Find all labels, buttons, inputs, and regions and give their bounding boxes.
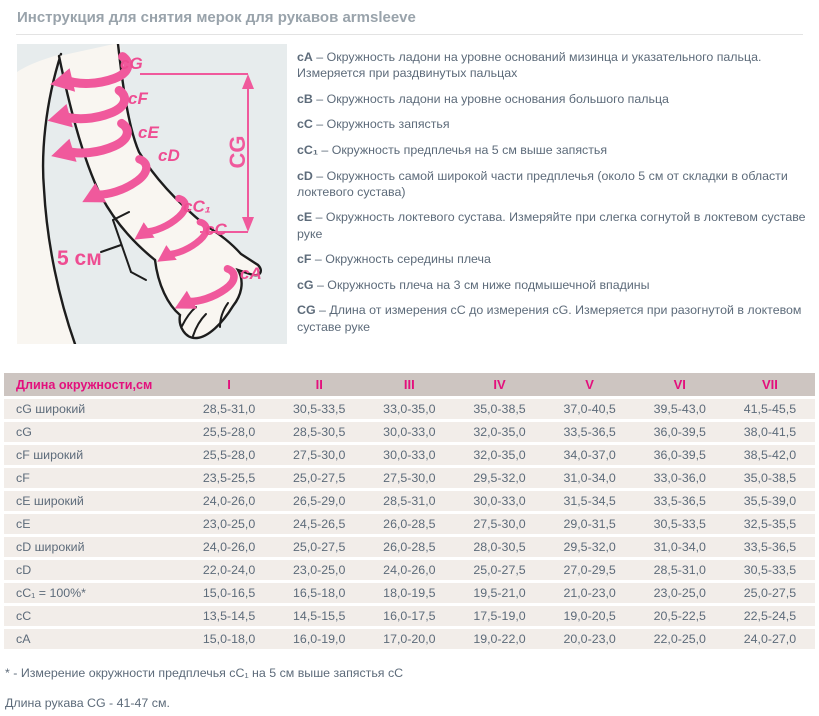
measurement-term: cG (297, 277, 314, 292)
measurement-description: cA – Окружность ладони на уровне оснований мизинца и указательного пальца. Измеряется при раздвинутых пальцах (297, 50, 762, 81)
row-value: 20,5-22,5 (635, 606, 725, 626)
row-value: 30,0-33,0 (364, 422, 454, 442)
row-label: cD (4, 560, 184, 580)
row-label: cD широкий (4, 537, 184, 557)
table-row (4, 445, 815, 465)
row-value: 17,0-20,0 (364, 629, 454, 649)
column-header-size-VII: VII (725, 373, 815, 396)
table-row (4, 560, 815, 580)
row-value: 32,0-35,0 (454, 445, 544, 465)
row-value: 22,0-25,0 (635, 629, 725, 649)
row-value: 35,5-39,0 (725, 491, 815, 511)
row-value: 28,5-31,0 (184, 399, 274, 419)
row-value: 36,0-39,5 (635, 445, 725, 465)
row-value: 16,5-18,0 (274, 583, 364, 603)
arm-measurement-figure (17, 44, 287, 344)
measurement-description: cB – Окружность ладони на уровне основания большого пальца (297, 91, 669, 106)
measurement-description: cC – Окружность запястья (297, 117, 450, 132)
arm-illustration (17, 44, 287, 344)
row-value: 23,5-25,5 (184, 468, 274, 488)
row-value: 29,0-31,5 (545, 514, 635, 534)
content-area (0, 35, 819, 344)
table-row (4, 399, 815, 419)
row-label: cC₁ = 100%* (4, 583, 184, 603)
measurement-term: cA (297, 50, 313, 64)
size-table-head-row (4, 373, 815, 396)
row-label: cE (4, 514, 184, 534)
measurement-descriptions (287, 44, 811, 344)
row-value: 37,0-40,5 (545, 399, 635, 419)
cg-length-label: CG (225, 135, 250, 169)
row-value: 19,0-20,5 (545, 606, 635, 626)
row-value: 19,0-22,0 (454, 629, 544, 649)
row-value: 28,5-31,0 (635, 560, 725, 580)
row-value: 30,5-33,5 (635, 514, 725, 534)
row-value: 17,5-19,0 (454, 606, 544, 626)
row-value: 25,0-27,5 (274, 468, 364, 488)
column-header-size-I: I (184, 373, 274, 396)
row-value: 26,0-28,5 (364, 514, 454, 534)
row-value: 24,0-26,0 (364, 560, 454, 580)
row-value: 30,5-33,5 (725, 560, 815, 580)
table-row (4, 606, 815, 626)
row-value: 28,5-30,5 (274, 422, 364, 442)
row-label: cA (4, 629, 184, 649)
row-value: 33,0-35,0 (364, 399, 454, 419)
row-value: 28,0-30,5 (454, 537, 544, 557)
size-table-body (4, 399, 815, 649)
measurement-term: cC₁ (297, 143, 318, 157)
row-value: 16,0-17,5 (364, 606, 454, 626)
row-value: 25,0-27,5 (454, 560, 544, 580)
measurement-description: cD – Окружность самой широкой части предплечья (около 5 см от складки в области локтевого сустава) (297, 168, 788, 199)
measurement-description: cG – Окружность плеча на 3 см ниже подмышечной впадины (297, 277, 650, 292)
row-value: 15,0-18,0 (184, 629, 274, 649)
row-label: cG широкий (4, 399, 184, 419)
row-value: 23,0-25,0 (184, 514, 274, 534)
row-value: 24,5-26,5 (274, 514, 364, 534)
band-label-cd: cD (158, 146, 180, 165)
row-value: 26,5-29,0 (274, 491, 364, 511)
measurement-description: cE – Окружность локтевого сустава. Измеряйте при слегка согнутой в локтевом суставе руке (297, 210, 806, 241)
column-header-measure: Длина окружности,см (4, 373, 184, 396)
row-value: 32,0-35,0 (454, 422, 544, 442)
row-value: 29,5-32,0 (454, 468, 544, 488)
column-header-size-III: III (364, 373, 454, 396)
band-label-cc1: cC₁ (183, 197, 211, 216)
measurement-term: cD (297, 168, 313, 183)
row-value: 22,0-24,0 (184, 560, 274, 580)
table-row (4, 537, 815, 557)
row-value: 32,5-35,5 (725, 514, 815, 534)
row-label: cG (4, 422, 184, 442)
row-value: 16,0-19,0 (274, 629, 364, 649)
column-header-size-IV: IV (454, 373, 544, 396)
measurement-term: cB (297, 91, 313, 106)
row-value: 25,0-27,5 (274, 537, 364, 557)
row-value: 27,5-30,0 (364, 468, 454, 488)
measurement-term: cC (297, 117, 313, 132)
measurement-description: cF – Окружность середины плеча (297, 252, 491, 267)
row-value: 33,0-36,0 (635, 468, 725, 488)
row-value: 25,5-28,0 (184, 445, 274, 465)
row-value: 41,5-45,5 (725, 399, 815, 419)
row-value: 38,0-41,5 (725, 422, 815, 442)
row-value: 21,0-23,0 (545, 583, 635, 603)
band-label-cc: cC (205, 220, 227, 239)
row-value: 14,5-15,5 (274, 606, 364, 626)
row-value: 23,0-25,0 (274, 560, 364, 580)
row-value: 27,5-30,0 (454, 514, 544, 534)
column-header-size-II: II (274, 373, 364, 396)
row-value: 31,0-34,0 (635, 537, 725, 557)
row-value: 22,5-24,5 (725, 606, 815, 626)
row-value: 25,5-28,0 (184, 422, 274, 442)
row-value: 27,0-29,5 (545, 560, 635, 580)
column-header-size-V: V (545, 373, 635, 396)
measurement-term: CG (297, 303, 316, 318)
row-value: 29,5-32,0 (545, 537, 635, 557)
measurement-term: cE (297, 210, 313, 225)
column-header-size-VI: VI (635, 373, 725, 396)
row-label: cE широкий (4, 491, 184, 511)
row-value: 13,5-14,5 (184, 606, 274, 626)
row-value: 31,0-34,0 (545, 468, 635, 488)
row-value: 34,0-37,0 (545, 445, 635, 465)
row-value: 33,5-36,5 (635, 491, 725, 511)
row-value: 19,5-21,0 (454, 583, 544, 603)
band-label-ca: cA (240, 264, 262, 283)
row-value: 33,5-36,5 (545, 422, 635, 442)
row-value: 36,0-39,5 (635, 422, 725, 442)
row-value: 24,0-27,0 (725, 629, 815, 649)
table-row (4, 422, 815, 442)
row-value: 26,0-28,5 (364, 537, 454, 557)
table-row (4, 468, 815, 488)
row-label: cF (4, 468, 184, 488)
row-value: 30,0-33,0 (454, 491, 544, 511)
row-value: 30,0-33,0 (364, 445, 454, 465)
footnote-asterisk: * - Измерение окружности предплечья сС₁ на 5 см выше запястья сС (5, 666, 404, 681)
row-label: cC (4, 606, 184, 626)
row-value: 35,0-38,5 (454, 399, 544, 419)
row-value: 25,0-27,5 (725, 583, 815, 603)
table-row (4, 583, 815, 603)
five-cm-label: 5 см (57, 247, 102, 270)
row-value: 18,0-19,5 (364, 583, 454, 603)
band-label-cg: cG (120, 54, 143, 73)
footnote-sleeve-length: Длина рукава CG - 41-47 см. (5, 696, 170, 711)
row-value: 33,5-36,5 (725, 537, 815, 557)
row-label: cF широкий (4, 445, 184, 465)
size-table (4, 370, 815, 652)
row-value: 15,0-16,5 (184, 583, 274, 603)
row-value: 27,5-30,0 (274, 445, 364, 465)
band-label-cf: cF (128, 89, 148, 108)
row-value: 31,5-34,5 (545, 491, 635, 511)
measurement-term: cF (297, 252, 312, 267)
measurement-description: cC₁ – Окружность предплечья на 5 см выше запястья (297, 143, 608, 157)
row-value: 38,5-42,0 (725, 445, 815, 465)
row-value: 35,0-38,5 (725, 468, 815, 488)
row-value: 30,5-33,5 (274, 399, 364, 419)
row-value: 39,5-43,0 (635, 399, 725, 419)
row-value: 20,0-23,0 (545, 629, 635, 649)
row-value: 24,0-26,0 (184, 537, 274, 557)
row-value: 28,5-31,0 (364, 491, 454, 511)
row-value: 23,0-25,0 (635, 583, 725, 603)
footnotes (5, 666, 815, 710)
table-row (4, 491, 815, 511)
table-row (4, 514, 815, 534)
row-value: 24,0-26,0 (184, 491, 274, 511)
band-label-ce: cE (138, 123, 159, 142)
measurement-description: CG – Длина от измерения сС до измерения сG. Измеряется при разогнутой в локтевом суставе руке (297, 303, 802, 334)
page-title: Инструкция для снятия мерок для рукавов armsleeve (17, 9, 416, 26)
table-row (4, 629, 815, 649)
